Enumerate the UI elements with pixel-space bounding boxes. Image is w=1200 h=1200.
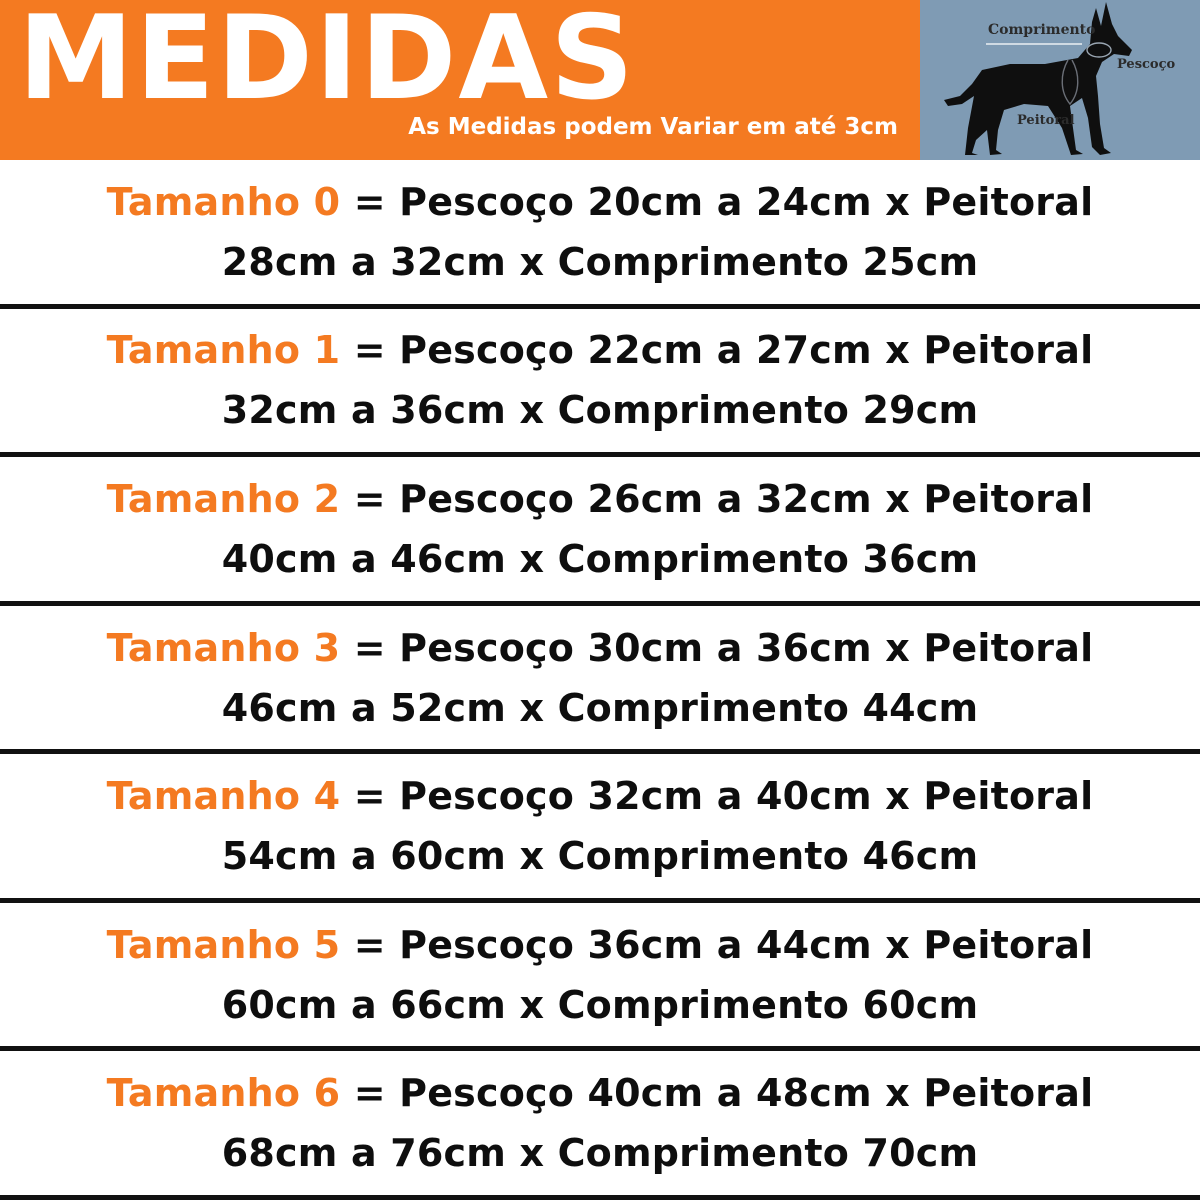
size-description: = Pescoço 32cm a 40cm x Peitoral 54cm a 60cm x Comprimento 46cm (221, 774, 1094, 879)
title-panel (0, 0, 920, 160)
size-row-text (95, 915, 1105, 1035)
header-banner (0, 0, 1200, 160)
size-description: = Pescoço 22cm a 27cm x Peitoral 32cm a 36cm x Comprimento 29cm (221, 328, 1094, 433)
size-row-6 (0, 1051, 1200, 1200)
size-row-3 (0, 606, 1200, 755)
size-row-5 (0, 903, 1200, 1052)
dog-silhouette-icon (920, 0, 1200, 160)
diagram-label-chest: Peitoral (1017, 113, 1075, 128)
size-description: = Pescoço 36cm a 44cm x Peitoral 60cm a 66cm x Comprimento 60cm (221, 922, 1094, 1027)
diagram-label-neck: Pescoço (1117, 57, 1176, 72)
size-row-text (95, 320, 1105, 440)
size-label: Tamanho 5 (106, 922, 341, 967)
diagram-label-length: Comprimento (988, 22, 1096, 38)
size-row-0 (0, 160, 1200, 309)
size-label: Tamanho 1 (106, 328, 341, 373)
size-table (0, 160, 1200, 1200)
size-row-4 (0, 754, 1200, 903)
size-description: = Pescoço 26cm a 32cm x Peitoral 40cm a 46cm x Comprimento 36cm (221, 476, 1094, 581)
size-description: = Pescoço 40cm a 48cm x Peitoral 68cm a 76cm x Comprimento 70cm (221, 1071, 1094, 1176)
measurement-diagram (920, 0, 1200, 160)
size-row-2 (0, 457, 1200, 606)
size-row-text (95, 766, 1105, 886)
size-label: Tamanho 3 (106, 625, 341, 670)
size-row-1 (0, 309, 1200, 458)
size-description: = Pescoço 30cm a 36cm x Peitoral 46cm a 52cm x Comprimento 44cm (221, 625, 1094, 730)
size-label: Tamanho 6 (106, 1071, 341, 1116)
size-row-text (95, 469, 1105, 589)
size-row-text (95, 172, 1105, 292)
measurement-note: As Medidas podem Variar em até 3cm (408, 114, 898, 140)
size-label: Tamanho 2 (106, 476, 341, 521)
size-label: Tamanho 4 (106, 774, 341, 819)
size-description: = Pescoço 20cm a 24cm x Peitoral 28cm a 32cm x Comprimento 25cm (221, 179, 1094, 284)
size-row-text (95, 1063, 1105, 1183)
page-title: MEDIDAS (18, 0, 636, 126)
size-label: Tamanho 0 (106, 179, 341, 224)
size-row-text (95, 618, 1105, 738)
